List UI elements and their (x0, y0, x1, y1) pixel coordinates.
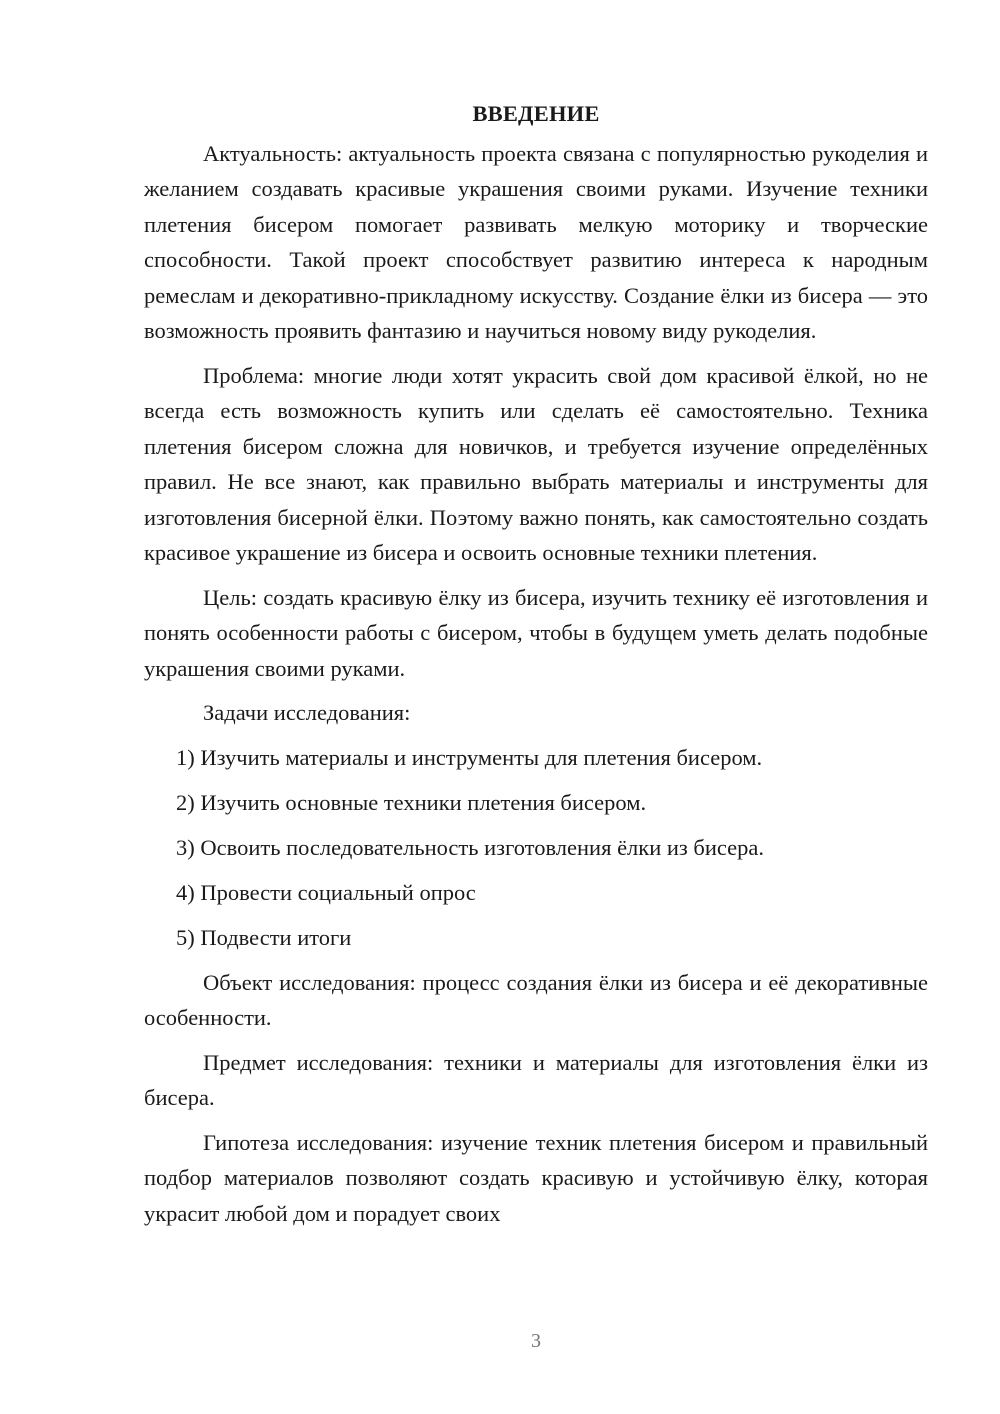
paragraph-problem: Проблема: многие люди хотят украсить свой дом красивой ёлкой, но не всегда есть возможность купить или сделать её самостоятельно. Техника плетения бисером сложна для новичков, и требуется изучение определённых правил. Не все знают, как правильно выбрать материалы и инструменты для изготовления бисерной ёлки. Поэтому важно понять, как самостоятельно создать красивое украшение из бисера и освоить основные техники плетения. (144, 362, 928, 565)
paragraph-object: Объект исследования: процесс создания ёлки из бисера и её декоративные особенности. (144, 969, 928, 1030)
paragraph-relevance: Актуальность: актуальность проекта связана с популярностью рукоделия и желанием создавать красивые украшения своими руками. Изучение техники плетения бисером помогает развивать мелкую моторику и творческие способности. Такой проект способствует развитию интереса к народным ремеслам и декоративно-прикладному искусству. Создание ёлки из бисера — это возможность проявить фантазию и научиться новому виду рукоделия. (144, 140, 928, 343)
paragraph-subject: Предмет исследования: техники и материалы для изготовления ёлки из бисера. (144, 1049, 928, 1110)
task-item: 5) Подвести итоги (176, 924, 352, 950)
task-item: 2) Изучить основные техники плетения бисером. (176, 789, 647, 815)
document-body (144, 96, 928, 1240)
task-item: 3) Освоить последовательность изготовления ёлки из бисера. (176, 834, 765, 860)
paragraph-hypothesis: Гипотеза исследования: изучение техник плетения бисером и правильный подбор материалов позволяют создать красивую и устойчивую ёлку, которая украсит любой дом и порадует своих (144, 1129, 928, 1226)
tasks-heading: Задачи исследования: (203, 700, 411, 725)
section-title: ВВЕДЕНИЕ (472, 101, 600, 126)
page-number: 3 (531, 1330, 541, 1352)
tasks-list (144, 740, 928, 956)
task-item: 4) Провести социальный опрос (176, 879, 476, 905)
paragraph-goal: Цель: создать красивую ёлку из бисера, изучить технику её изготовления и понять особенности работы с бисером, чтобы в будущем уметь делать подобные украшения своими руками. (144, 584, 928, 681)
task-item: 1) Изучить материалы и инструменты для плетения бисером. (176, 744, 763, 770)
